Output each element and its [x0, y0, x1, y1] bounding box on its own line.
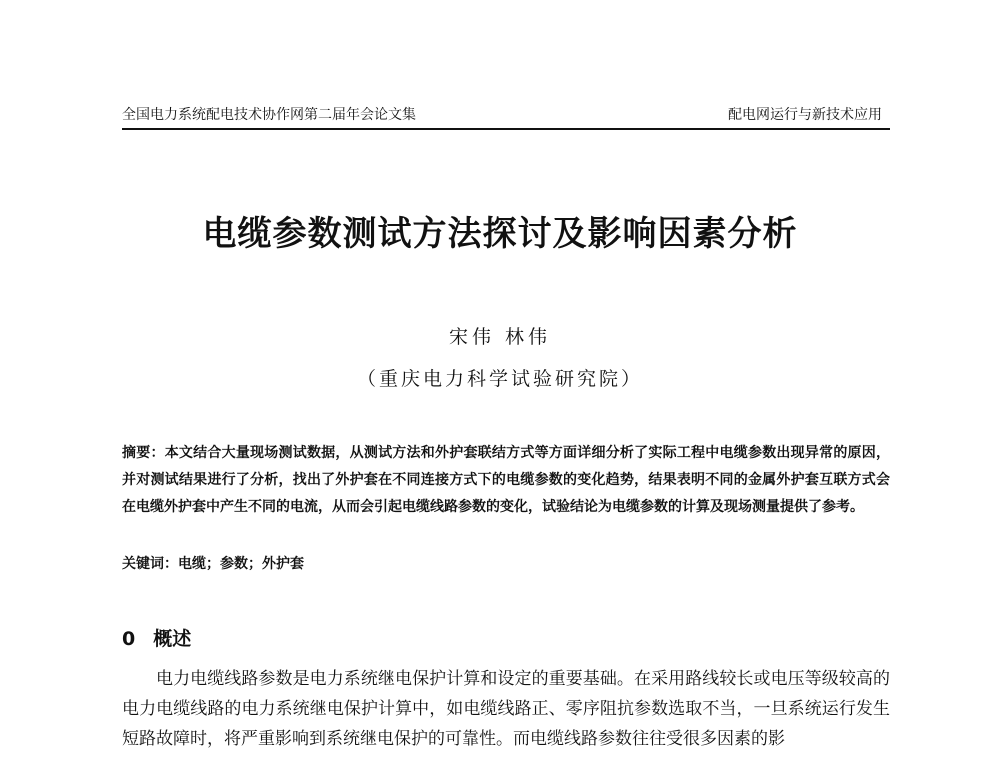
abstract-text: 本文结合大量现场测试数据，从测试方法和外护套联结方式等方面详细分析了实际工程中电缆参数出现异常的原因，并对测试结果进行了分析，找出了外护套在不同连接方式下的电缆参数的变化趋势，结果表明不同的金属外护套互联方式会在电缆外护套中产生不同的电流，从而会引起电缆线路参数的变化，试验结论为电缆参数的计算及现场测量提供了参考。	[122, 445, 891, 515]
body-paragraph: 电力电缆线路参数是电力系统继电保护计算和设定的重要基础。在采用路线较长或电压等级较高的电力电缆线路的电力系统继电保护计算中，如电缆线路正、零序阻抗参数选取不当，一旦系统运行发生短路故障时，将严重影响到系统继电保护的可靠性。而电缆线路参数往往受很多因素的影	[122, 669, 890, 749]
header-proceedings-title: 全国电力系统配电技术协作网第二届年会论文集	[122, 107, 416, 123]
running-header	[122, 104, 890, 130]
keywords-label: 关键词：	[122, 556, 178, 572]
section-number: 0	[122, 628, 136, 650]
abstract	[122, 440, 890, 521]
paper-affiliation: （重庆电力科学试验研究院）	[356, 368, 643, 390]
paper-title: 电缆参数测试方法探讨及影响因素分析	[202, 214, 798, 254]
paper-authors: 宋伟 林伟	[448, 326, 552, 348]
keywords-text: 电缆；参数；外护套	[178, 556, 304, 572]
keywords	[122, 553, 890, 573]
abstract-label: 摘要：	[122, 445, 165, 461]
section-title: 概述	[153, 628, 192, 650]
header-section-title: 配电网运行与新技术应用	[728, 107, 882, 123]
section-heading	[122, 624, 191, 651]
